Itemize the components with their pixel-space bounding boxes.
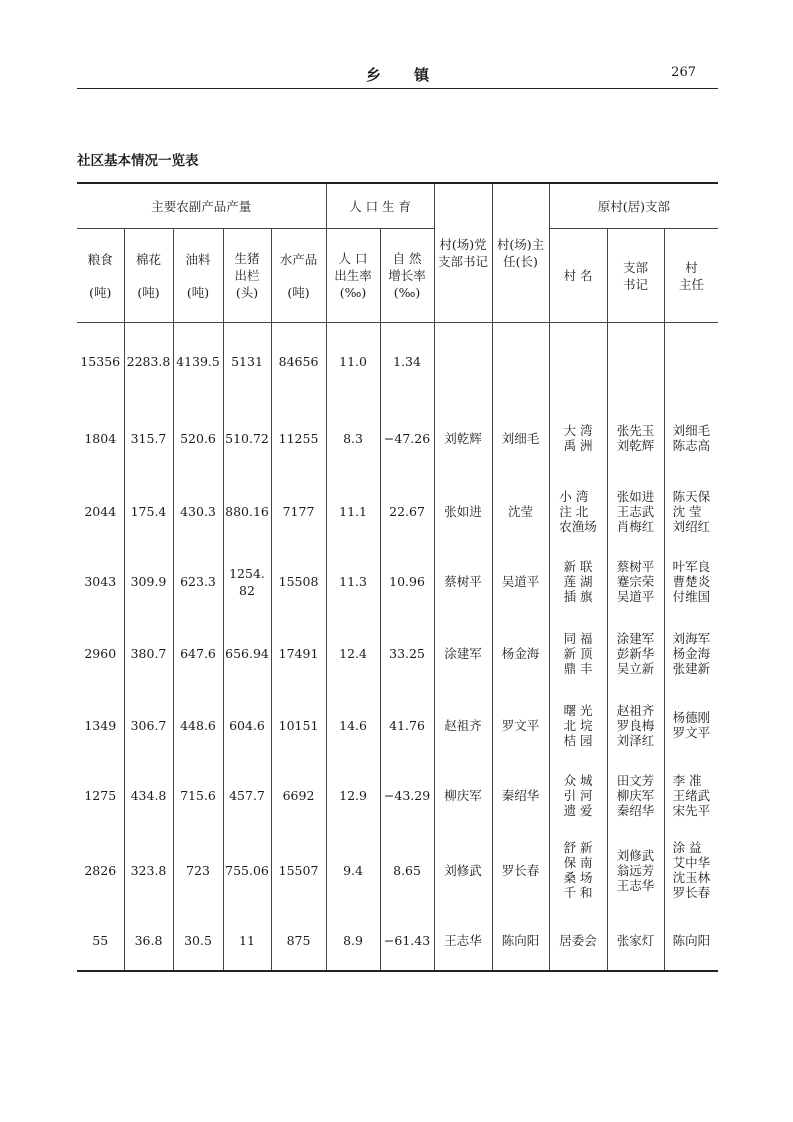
name-line: 莲 湖 — [563, 573, 593, 589]
name-line: 刘修武 — [616, 847, 655, 863]
cell-grain: 1804 — [84, 431, 117, 446]
cell-head: 罗文平 — [492, 691, 549, 761]
cell-growth: −61.43 — [380, 911, 434, 971]
name-line: 陈天保 — [672, 488, 711, 504]
name-line: 涂建军 — [616, 630, 655, 646]
cell-grain: 2826 — [84, 863, 117, 878]
cell-pig: 604.6 — [223, 691, 271, 761]
header-title-char: 镇 — [414, 66, 430, 84]
name-line: 付维国 — [672, 588, 711, 604]
name-line: 吴道平 — [616, 588, 655, 604]
cell-pig: 755.06 — [223, 831, 271, 911]
cell-villages — [549, 691, 607, 761]
cell-head: 吴道平 — [492, 547, 549, 617]
name-line: 王志华 — [616, 877, 655, 893]
name-line: 田文芳 — [616, 772, 655, 788]
name-line: 王志武 — [616, 503, 655, 519]
name-line: 杨金海 — [672, 645, 711, 661]
name-line: 刘海军 — [672, 630, 711, 646]
col-header-birth-rate: 人 口 出生率 (‰) — [326, 229, 380, 323]
col-header-branch-secretary: 支部 书记 — [607, 229, 664, 323]
cell-grain: 55 — [77, 911, 124, 971]
header-village-head: 村(场)主任(长) — [492, 183, 549, 323]
name-line: 艾中华 — [672, 855, 711, 870]
name-line: 张如进 — [616, 488, 655, 504]
cell-birth: 12.9 — [326, 761, 380, 831]
cell-pig: 880.16 — [223, 477, 271, 547]
cell-directors — [664, 547, 718, 617]
cell-sec: 刘修武 — [434, 831, 492, 911]
cell-villages — [549, 323, 607, 401]
cell-growth: 33.25 — [380, 617, 434, 691]
name-line: 北 垸 — [563, 717, 593, 733]
table-row — [77, 477, 718, 547]
cell-growth: −43.29 — [380, 761, 434, 831]
name-line: 千 和 — [563, 885, 593, 900]
cell-pig: 1254.82 — [223, 547, 271, 617]
table-row — [77, 761, 718, 831]
name-line: 陈志高 — [672, 438, 711, 453]
cell-birth: 11.3 — [326, 547, 380, 617]
cell-sec: 涂建军 — [434, 617, 492, 691]
cell-growth: 22.67 — [380, 477, 434, 547]
name-line: 新 顶 — [563, 645, 593, 661]
cell-villages — [549, 831, 607, 911]
page-number: 267 — [671, 65, 696, 80]
name-line: 翁远芳 — [616, 862, 655, 878]
table-row — [77, 617, 718, 691]
cell-growth: 41.76 — [380, 691, 434, 761]
cell-aqua: 6692 — [271, 761, 326, 831]
name-line: 李 准 — [672, 772, 702, 788]
cell-oil: 448.6 — [173, 691, 223, 761]
name-line: 曙 光 — [563, 702, 593, 718]
cell-oil: 4139.5 — [173, 323, 223, 401]
cell-head: 罗长春 — [492, 831, 549, 911]
name-line: 舒 新 — [563, 840, 593, 855]
cell-grain: 15356 — [80, 354, 121, 370]
cell-cotton: 2283.8 — [124, 323, 173, 401]
header-party-secretary: 村(场)党支部书记 — [434, 183, 492, 323]
cell-cotton: 315.7 — [124, 401, 173, 477]
name-line: 曹楚炎 — [672, 573, 711, 589]
table-row — [77, 401, 718, 477]
cell-branch_secs — [607, 831, 664, 911]
cell-oil: 723 — [173, 831, 223, 911]
cell-birth: 11.1 — [326, 477, 380, 547]
name-line: 沈 莹 — [672, 503, 702, 519]
name-line: 桔 园 — [563, 732, 593, 748]
name-line: 保 南 — [563, 855, 593, 870]
cell-head: 杨金海 — [492, 617, 549, 691]
name-line: 居委会 — [559, 932, 597, 948]
name-line: 注 北 — [559, 503, 589, 519]
cell-growth: −47.26 — [380, 401, 434, 477]
cell-cotton: 380.7 — [124, 617, 173, 691]
name-line: 同 福 — [563, 630, 593, 646]
cell-grain: 3043 — [84, 574, 117, 589]
cell-oil: 647.6 — [173, 617, 223, 691]
running-header-title — [77, 64, 718, 85]
cell-villages — [549, 761, 607, 831]
cell-birth: 8.3 — [326, 401, 380, 477]
cell-sec: 柳庆军 — [434, 761, 492, 831]
cell-birth: 11.0 — [326, 323, 380, 401]
cell-growth: 8.65 — [380, 831, 434, 911]
cell-birth: 8.9 — [326, 911, 380, 971]
group-header-pop: 人 口 生 育 — [326, 183, 434, 229]
cell-birth: 14.6 — [326, 691, 380, 761]
cell-growth: 10.96 — [380, 547, 434, 617]
cell-branch_secs — [607, 617, 664, 691]
cell-cotton: 175.4 — [124, 477, 173, 547]
name-line: 罗文平 — [672, 725, 711, 740]
cell-pig: 5131 — [223, 323, 271, 401]
name-line: 众 城 — [563, 772, 593, 788]
name-line: 小 湾 — [559, 488, 589, 504]
col-header-growth-rate: 自 然 增长率 (‰) — [380, 229, 434, 323]
name-line: 罗良梅 — [616, 717, 655, 733]
col-header-oil: 油料 (吨) — [173, 229, 223, 323]
cell-head: 沈莹 — [492, 477, 549, 547]
cell-branch_secs — [607, 477, 664, 547]
cell-oil: 715.6 — [173, 761, 223, 831]
name-line: 禹 洲 — [563, 438, 593, 453]
cell-sec: 张如进 — [434, 477, 492, 547]
cell-branch_secs — [607, 761, 664, 831]
cell-grain: 2044 — [84, 504, 117, 519]
name-line: 沈玉林 — [672, 870, 711, 885]
cell-aqua: 11255 — [271, 401, 326, 477]
name-line: 桑 场 — [563, 870, 593, 885]
name-line: 陈向阳 — [672, 932, 711, 948]
name-line: 吴立新 — [616, 660, 655, 676]
name-line: 刘乾辉 — [616, 438, 655, 453]
cell-villages — [549, 911, 607, 971]
cell-directors — [664, 401, 718, 477]
name-line: 肖梅红 — [616, 518, 655, 534]
col-header-cotton: 棉花 (吨) — [124, 229, 173, 323]
cell-birth: 9.4 — [326, 831, 380, 911]
cell-directors — [664, 477, 718, 547]
cell-directors — [664, 761, 718, 831]
cell-directors — [664, 691, 718, 761]
cell-cotton: 323.8 — [124, 831, 173, 911]
cell-cotton: 306.7 — [124, 691, 173, 761]
name-line: 柳庆军 — [616, 787, 655, 803]
cell-grain: 1349 — [84, 718, 117, 733]
group-header-agri: 主要农副产品产量 — [77, 183, 326, 229]
cell-pig: 11 — [223, 911, 271, 971]
cell-aqua: 10151 — [271, 691, 326, 761]
cell-pig: 457.7 — [223, 761, 271, 831]
cell-sec — [434, 323, 492, 401]
cell-oil: 623.3 — [173, 547, 223, 617]
name-line: 鼎 丰 — [563, 660, 593, 676]
group-header-branch: 原村(居)支部 — [549, 183, 718, 229]
name-line: 蔡树平 — [616, 558, 655, 574]
name-line: 王绪武 — [672, 787, 711, 803]
cell-pig: 510.72 — [223, 401, 271, 477]
table-row — [77, 911, 718, 971]
header-title-char: 乡 — [365, 66, 381, 84]
name-line: 涂 益 — [672, 840, 702, 855]
table-row — [77, 323, 718, 401]
cell-villages — [549, 547, 607, 617]
cell-branch_secs — [607, 323, 664, 401]
name-line: 大 湾 — [563, 423, 593, 438]
name-line: 彭新华 — [616, 645, 655, 661]
name-line: 张建新 — [672, 660, 711, 676]
col-header-aqua: 水产品 (吨) — [271, 229, 326, 323]
cell-cotton: 434.8 — [124, 761, 173, 831]
cell-grain: 2960 — [84, 646, 117, 661]
cell-directors — [664, 617, 718, 691]
running-header — [77, 64, 718, 86]
cell-villages — [549, 401, 607, 477]
name-line: 农渔场 — [559, 518, 597, 534]
cell-oil: 430.3 — [173, 477, 223, 547]
table-row — [77, 691, 718, 761]
name-line: 赵祖齐 — [616, 702, 655, 718]
cell-oil: 30.5 — [173, 911, 223, 971]
col-header-grain: 粮食 (吨) — [77, 229, 124, 323]
cell-sec: 王志华 — [434, 911, 492, 971]
table-body — [77, 323, 718, 971]
cell-sec: 赵祖齐 — [434, 691, 492, 761]
name-line: 张先玉 — [616, 423, 655, 438]
name-line: 插 旗 — [563, 588, 593, 604]
community-table — [77, 182, 718, 972]
cell-branch_secs — [607, 547, 664, 617]
cell-aqua: 875 — [271, 911, 326, 971]
name-line: 叶军良 — [672, 558, 711, 574]
name-line: 秦绍华 — [616, 802, 655, 818]
cell-head — [492, 323, 549, 401]
cell-sec: 刘乾辉 — [434, 401, 492, 477]
cell-aqua: 15507 — [271, 831, 326, 911]
cell-directors — [664, 831, 718, 911]
cell-head: 陈向阳 — [492, 911, 549, 971]
name-line: 引 河 — [563, 787, 593, 803]
header-rule — [77, 88, 718, 89]
table-row — [77, 831, 718, 911]
table-caption: 社区基本情况一览表 — [77, 153, 199, 169]
cell-villages — [549, 617, 607, 691]
cell-birth: 12.4 — [326, 617, 380, 691]
cell-grain: 1275 — [84, 788, 117, 803]
cell-head: 秦绍华 — [492, 761, 549, 831]
cell-oil: 520.6 — [173, 401, 223, 477]
cell-directors — [664, 323, 718, 401]
col-header-pig: 生猪 出栏 (头) — [223, 229, 271, 323]
cell-growth: 1.34 — [380, 323, 434, 401]
name-line: 刘细毛 — [672, 423, 711, 438]
cell-aqua: 17491 — [271, 617, 326, 691]
name-line: 宋先平 — [672, 802, 711, 818]
name-line: 张家灯 — [616, 932, 655, 948]
cell-pig: 656.94 — [223, 617, 271, 691]
cell-branch_secs — [607, 401, 664, 477]
col-header-village-director: 村 主任 — [664, 229, 718, 323]
name-line: 罗长春 — [672, 885, 711, 900]
name-line: 刘泽红 — [616, 732, 655, 748]
cell-aqua: 7177 — [271, 477, 326, 547]
cell-branch_secs — [607, 691, 664, 761]
cell-villages — [549, 477, 607, 547]
cell-aqua: 84656 — [271, 323, 326, 401]
cell-cotton: 36.8 — [124, 911, 173, 971]
name-line: 新 联 — [563, 558, 593, 574]
table-row — [77, 547, 718, 617]
cell-cotton: 309.9 — [124, 547, 173, 617]
col-header-village-name: 村 名 — [549, 229, 607, 323]
cell-aqua: 15508 — [271, 547, 326, 617]
name-line: 蹇宗荣 — [616, 573, 655, 589]
name-line: 遗 爱 — [563, 802, 593, 818]
name-line: 刘绍红 — [672, 518, 711, 534]
cell-branch_secs — [607, 911, 664, 971]
cell-sec: 蔡树平 — [434, 547, 492, 617]
cell-head: 刘细毛 — [492, 401, 549, 477]
name-line: 杨德刚 — [672, 710, 711, 725]
cell-directors — [664, 911, 718, 971]
